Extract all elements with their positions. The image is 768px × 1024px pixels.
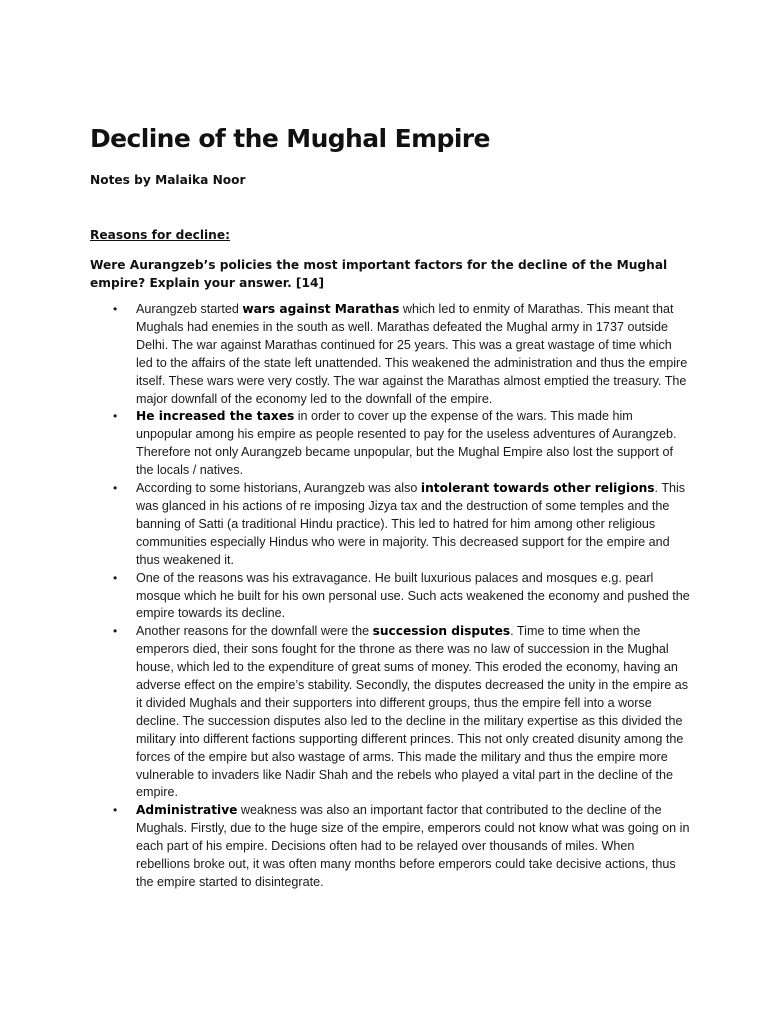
list-item <box>90 480 690 570</box>
section-heading: Reasons for decline: <box>90 228 230 242</box>
bullet-icon: • <box>113 409 118 424</box>
bullet-text-before: According to some historians, Aurangzeb was also <box>136 481 421 496</box>
bullet-text-after: . This was glanced in his actions of re imposing Jizya tax and the destruction of some temples and the banning of Satti (a traditional Hindu practice). This led to hatred for him among other religious communities especially Hindus who were in majority. This decreased support for the empire and thus weakened it. <box>136 481 686 567</box>
bullet-emphasis: succession disputes <box>372 624 511 639</box>
bullet-text-after: weakness was also an important factor that contributed to the decline of the Mughals. Firstly, due to the huge size of the empire, emperors could not know what was going on in each part of his empire. Decisions often had to be relayed over thousands of miles. When rebellions broke out, it was often many months before emperors could take decisive actions, thus the empire started to disintegrate. <box>136 803 690 889</box>
bullet-emphasis: intolerant towards other religions <box>420 481 655 496</box>
bullet-icon: • <box>113 481 118 496</box>
bullet-text-before: Another reasons for the downfall were the <box>136 624 373 639</box>
bullet-emphasis: wars against Marathas <box>242 302 400 316</box>
bullet-text-before: Aurangzeb started <box>136 302 243 316</box>
list-item <box>90 623 690 802</box>
bullet-icon: • <box>113 302 118 316</box>
exam-question: Were Aurangzeb’s policies the most important factors for the decline of the Mughal empire? Explain your answer. [14] <box>90 258 668 290</box>
bullet-text-before: One of the reasons was his extravagance. He built luxurious palaces and mosques e.g. pearl mosque which he built for his own personal use. Such acts weakened the economy and pushed the empire towards its decline. <box>136 570 690 621</box>
list-item <box>90 570 690 624</box>
author-line: Notes by Malaika Noor <box>90 173 246 187</box>
bullet-icon: • <box>113 570 118 585</box>
bullet-text-after: . Time to time when the emperors died, their sons fought for the throne as there was no law of succession in the Mughal house, which led to the expenditure of great sums of money. This eroded the economy, having an adverse effect on the empire’s stability. Secondly, the disputes decreased the unity in the empire as it divided Mughals and their supporters into different groups, thus the empire fell into a worse decline. The succession disputes also led to the decline in the military expertise as this divided the military into different factions supporting different princes. This not only created disunity among the forces of the empire but also wastage of arms. This made the military and thus the empire more vulnerable to invaders like Nadir Shah and the rebels who played a vital part in the decline of the empire. <box>136 624 689 800</box>
document-title: Decline of the Mughal Empire <box>90 124 490 153</box>
reasons-list <box>90 301 690 892</box>
list-item <box>90 408 690 480</box>
list-item <box>90 301 690 408</box>
bullet-icon: • <box>113 624 118 639</box>
bullet-text-after: in order to cover up the expense of the wars. This made him unpopular among his empire as people resented to pay for the useless adventures of Aurangzeb. Therefore not only Aurangzeb became unpopular, but the Mughal Empire also lost the support of the locals / natives. <box>136 409 677 478</box>
bullet-icon: • <box>113 803 118 818</box>
list-item <box>90 802 690 892</box>
bullet-emphasis: He increased the taxes <box>136 409 295 424</box>
bullet-emphasis: Administrative <box>136 803 238 818</box>
bullet-text-after: which led to enmity of Marathas. This meant that Mughals had enemies in the south as well. Marathas defeated the Mughal army in 1737 outside Delhi. The war against Marathas continued for 25 years. This was a great wastage of time which led to the affairs of the state left unattended. This weakened the administration and thus the empire itself. These wars were very costly. The war against the Marathas almost emptied the treasury. The major downfall of the economy led to the downfall of the empire. <box>136 302 688 406</box>
